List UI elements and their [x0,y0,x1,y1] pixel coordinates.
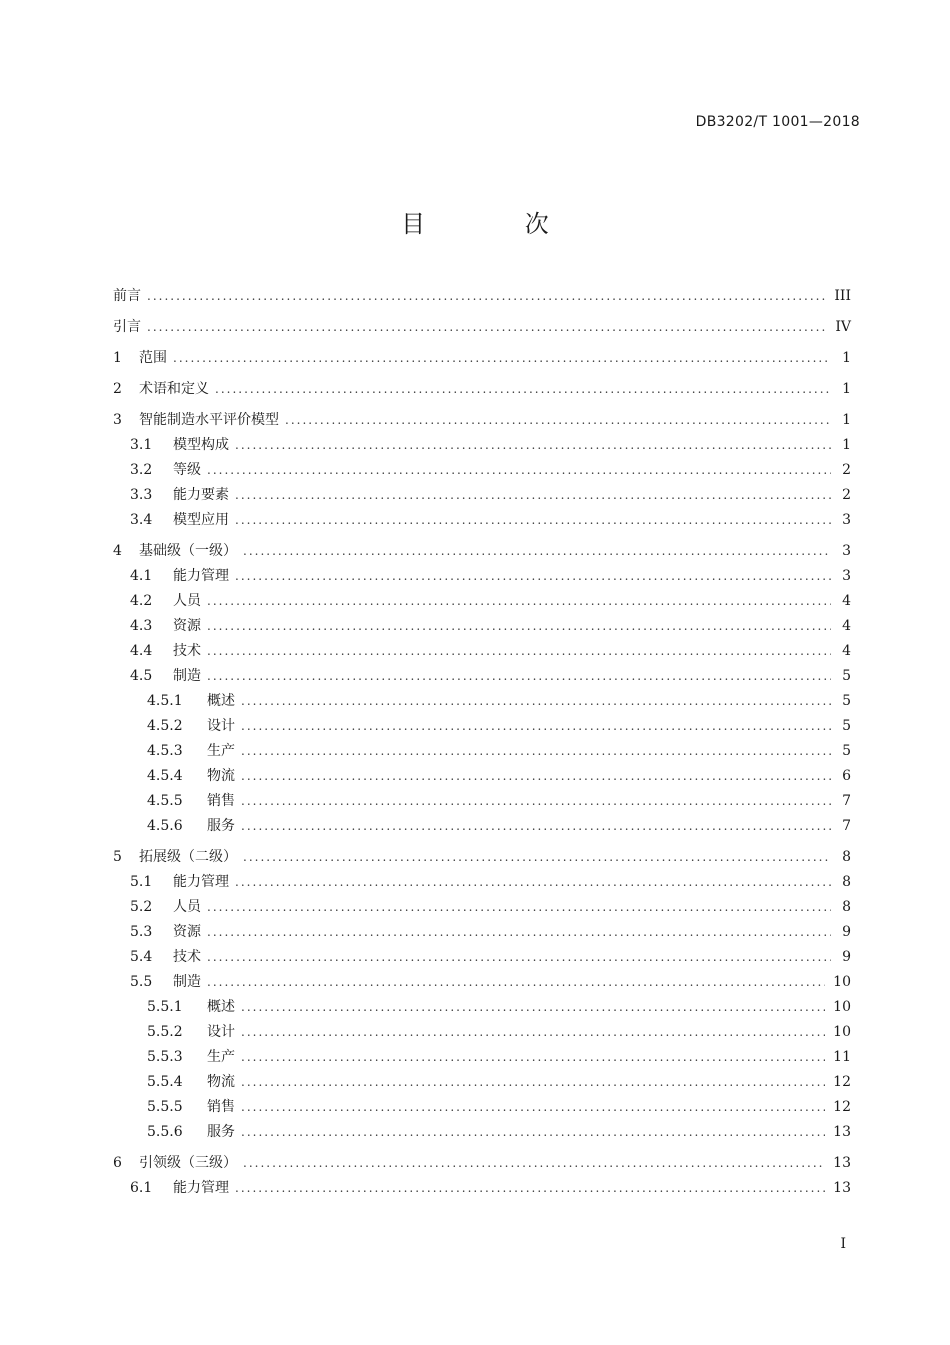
toc-entry-page: 8 [842,849,851,865]
toc-dot-leader [173,351,831,365]
document-code: DB3202/T 1001—2018 [695,114,860,130]
toc-entry[interactable] [113,871,851,896]
toc-entry-page: 7 [842,793,851,809]
toc-entry[interactable] [113,896,851,921]
toc-entry-number: 5.5.2 [147,1024,183,1040]
toc-entry-number: 2 [113,381,122,397]
toc-entry[interactable] [113,590,851,615]
toc-dot-leader [241,1000,825,1014]
toc-entry-page: 11 [833,1049,851,1065]
toc-entry-page: 4 [842,643,851,659]
toc-dot-leader [241,1050,825,1064]
toc-entry-number: 4.5.4 [147,768,183,784]
toc-entry[interactable] [113,316,851,341]
toc-entry-page: 10 [833,999,851,1015]
toc-dot-leader [235,569,831,583]
toc-entry-number: 4.5.3 [147,743,183,759]
toc-entry-title: 引领级（三级） [139,1155,237,1171]
toc-entry-number: 5.4 [130,949,153,965]
page-number: I [840,1236,846,1252]
toc-entry-title: 销售 [207,793,235,809]
toc-entry[interactable] [113,946,851,971]
toc-entry-number: 5.1 [130,874,153,890]
toc-entry-number: 4.4 [130,643,153,659]
toc-entry-title: 模型应用 [173,512,229,528]
toc-dot-leader [285,413,831,427]
toc-entry-number: 5.5.5 [147,1099,183,1115]
toc-entry-title: 拓展级（二级） [139,849,237,865]
toc-entry-number: 4.5 [130,668,153,684]
toc-entry-title: 生产 [207,743,235,759]
toc-entry-page: 5 [842,743,851,759]
toc-dot-leader [241,694,831,708]
toc-dot-leader [207,463,831,477]
toc-entry-title: 服务 [207,1124,235,1140]
toc-entry-page: 8 [842,874,851,890]
toc-entry[interactable] [113,1021,851,1046]
toc-entry[interactable] [113,347,851,372]
toc-entry-page: 12 [833,1099,851,1115]
toc-entry-title: 服务 [207,818,235,834]
toc-entry[interactable] [113,971,851,996]
toc-entry-title: 资源 [173,618,201,634]
toc-entry[interactable] [113,1046,851,1071]
toc-entry-page: 6 [842,768,851,784]
toc-entry-page: 2 [842,462,851,478]
toc-dot-leader [235,513,831,527]
toc-entry-page: 2 [842,487,851,503]
toc-entry-title: 设计 [207,718,235,734]
toc-entry-page: 5 [842,668,851,684]
toc-dot-leader [241,744,831,758]
toc-entry[interactable] [113,665,851,690]
toc-dot-leader [235,1181,825,1195]
toc-entry-page: 3 [842,543,851,559]
toc-entry-page: 3 [842,512,851,528]
toc-dot-leader [241,1125,825,1139]
toc-entry-number: 5.5.6 [147,1124,183,1140]
toc-entry-number: 6 [113,1155,122,1171]
toc-entry-title: 前言 [113,288,141,304]
toc-dot-leader [241,719,831,733]
toc-entry-title: 模型构成 [173,437,229,453]
toc-entry-title: 术语和定义 [139,381,209,397]
toc-entry-title: 能力管理 [173,874,229,890]
toc-entry[interactable] [113,1071,851,1096]
toc-entry-number: 5.2 [130,899,153,915]
toc-entry[interactable] [113,409,851,434]
toc-dot-leader [241,1025,825,1039]
toc-entry[interactable] [113,459,851,484]
toc-entry-title: 智能制造水平评价模型 [139,412,279,428]
toc-entry-number: 3.3 [130,487,153,503]
toc-entry-title: 人员 [173,593,201,609]
toc-entry[interactable] [113,1121,851,1146]
toc-entry-number: 1 [113,350,122,366]
toc-entry-title: 能力管理 [173,1180,229,1196]
toc-entry-number: 4.5.5 [147,793,183,809]
toc-dot-leader [207,975,825,989]
toc-dot-leader [207,950,831,964]
toc-entry-number: 4.5.1 [147,693,183,709]
toc-entry-title: 概述 [207,693,235,709]
toc-entry-title: 销售 [207,1099,235,1115]
toc-dot-leader [207,669,831,683]
toc-entry[interactable] [113,690,851,715]
toc-entry-page: 1 [842,381,851,397]
toc-dot-leader [207,900,831,914]
toc-entry-title: 资源 [173,924,201,940]
toc-dot-leader [207,925,831,939]
toc-entry-page: 7 [842,818,851,834]
toc-entry-page: 1 [842,350,851,366]
toc-entry-page: 1 [842,437,851,453]
toc-entry-page: 8 [842,899,851,915]
toc-entry-number: 5.5.1 [147,999,183,1015]
toc-dot-leader [241,794,831,808]
toc-dot-leader [207,644,831,658]
toc-entry-title: 概述 [207,999,235,1015]
toc-entry-page: 5 [842,693,851,709]
toc-entry-number: 4.5.2 [147,718,183,734]
toc-dot-leader [207,594,831,608]
toc-entry-page: IV [835,319,851,335]
toc-dot-leader [241,1075,825,1089]
toc-entry[interactable] [113,740,851,765]
toc-entry-page: 4 [842,593,851,609]
toc-entry[interactable] [113,640,851,665]
toc-entry-number: 4 [113,543,122,559]
toc-entry-page: 12 [833,1074,851,1090]
toc-dot-leader [243,1156,825,1170]
toc-entry-page: 4 [842,618,851,634]
toc-entry-page: 13 [833,1155,851,1171]
toc-dot-leader [241,1100,825,1114]
toc-entry[interactable] [113,765,851,790]
table-of-contents [113,285,851,1202]
toc-entry[interactable] [113,565,851,590]
toc-entry-number: 5.5.4 [147,1074,183,1090]
toc-entry[interactable] [113,715,851,740]
toc-entry[interactable] [113,921,851,946]
toc-entry-number: 5 [113,849,122,865]
toc-entry[interactable] [113,540,851,565]
toc-entry-title: 生产 [207,1049,235,1065]
toc-entry-number: 4.3 [130,618,153,634]
toc-dot-leader [241,769,831,783]
toc-entry[interactable] [113,996,851,1021]
toc-entry[interactable] [113,1177,851,1202]
toc-entry-title: 基础级（一级） [139,543,237,559]
toc-entry-page: III [834,288,851,304]
toc-entry-page: 9 [842,949,851,965]
toc-dot-leader [207,619,831,633]
toc-entry[interactable] [113,1152,851,1177]
toc-entry-number: 4.1 [130,568,153,584]
toc-entry-title: 能力管理 [173,568,229,584]
page-title: 目 次 [401,210,595,238]
toc-entry-number: 5.5 [130,974,153,990]
toc-entry-number: 5.3 [130,924,153,940]
toc-entry-page: 9 [842,924,851,940]
toc-dot-leader [243,544,831,558]
toc-entry[interactable] [113,815,851,840]
toc-entry-title: 技术 [173,643,201,659]
toc-entry[interactable] [113,285,851,310]
toc-dot-leader [147,320,827,334]
toc-dot-leader [243,850,831,864]
toc-entry-number: 4.5.6 [147,818,183,834]
toc-entry-title: 技术 [173,949,201,965]
toc-entry[interactable] [113,790,851,815]
toc-entry-title: 范围 [139,350,167,366]
toc-entry[interactable] [113,1096,851,1121]
toc-entry-page: 10 [833,1024,851,1040]
toc-dot-leader [235,488,831,502]
toc-dot-leader [215,382,831,396]
toc-entry-number: 5.5.3 [147,1049,183,1065]
toc-entry-title: 能力要素 [173,487,229,503]
toc-entry-title: 制造 [173,974,201,990]
toc-entry[interactable] [113,509,851,534]
toc-dot-leader [235,875,831,889]
toc-entry-number: 3.2 [130,462,153,478]
toc-entry-title: 等级 [173,462,201,478]
toc-entry-page: 5 [842,718,851,734]
toc-entry[interactable] [113,846,851,871]
toc-entry-number: 3.4 [130,512,153,528]
toc-entry[interactable] [113,434,851,459]
toc-dot-leader [147,289,826,303]
toc-entry-number: 6.1 [130,1180,153,1196]
toc-entry-number: 3 [113,412,122,428]
toc-entry-number: 3.1 [130,437,153,453]
toc-entry-title: 设计 [207,1024,235,1040]
toc-entry-page: 10 [833,974,851,990]
toc-entry[interactable] [113,615,851,640]
toc-dot-leader [241,819,831,833]
toc-entry-page: 3 [842,568,851,584]
toc-entry-title: 物流 [207,768,235,784]
toc-entry-title: 引言 [113,319,141,335]
toc-entry-number: 4.2 [130,593,153,609]
toc-entry[interactable] [113,484,851,509]
toc-entry-title: 物流 [207,1074,235,1090]
toc-dot-leader [235,438,831,452]
toc-entry-page: 1 [842,412,851,428]
toc-entry-title: 人员 [173,899,201,915]
toc-entry[interactable] [113,378,851,403]
toc-entry-page: 13 [833,1180,851,1196]
toc-entry-title: 制造 [173,668,201,684]
toc-entry-page: 13 [833,1124,851,1140]
